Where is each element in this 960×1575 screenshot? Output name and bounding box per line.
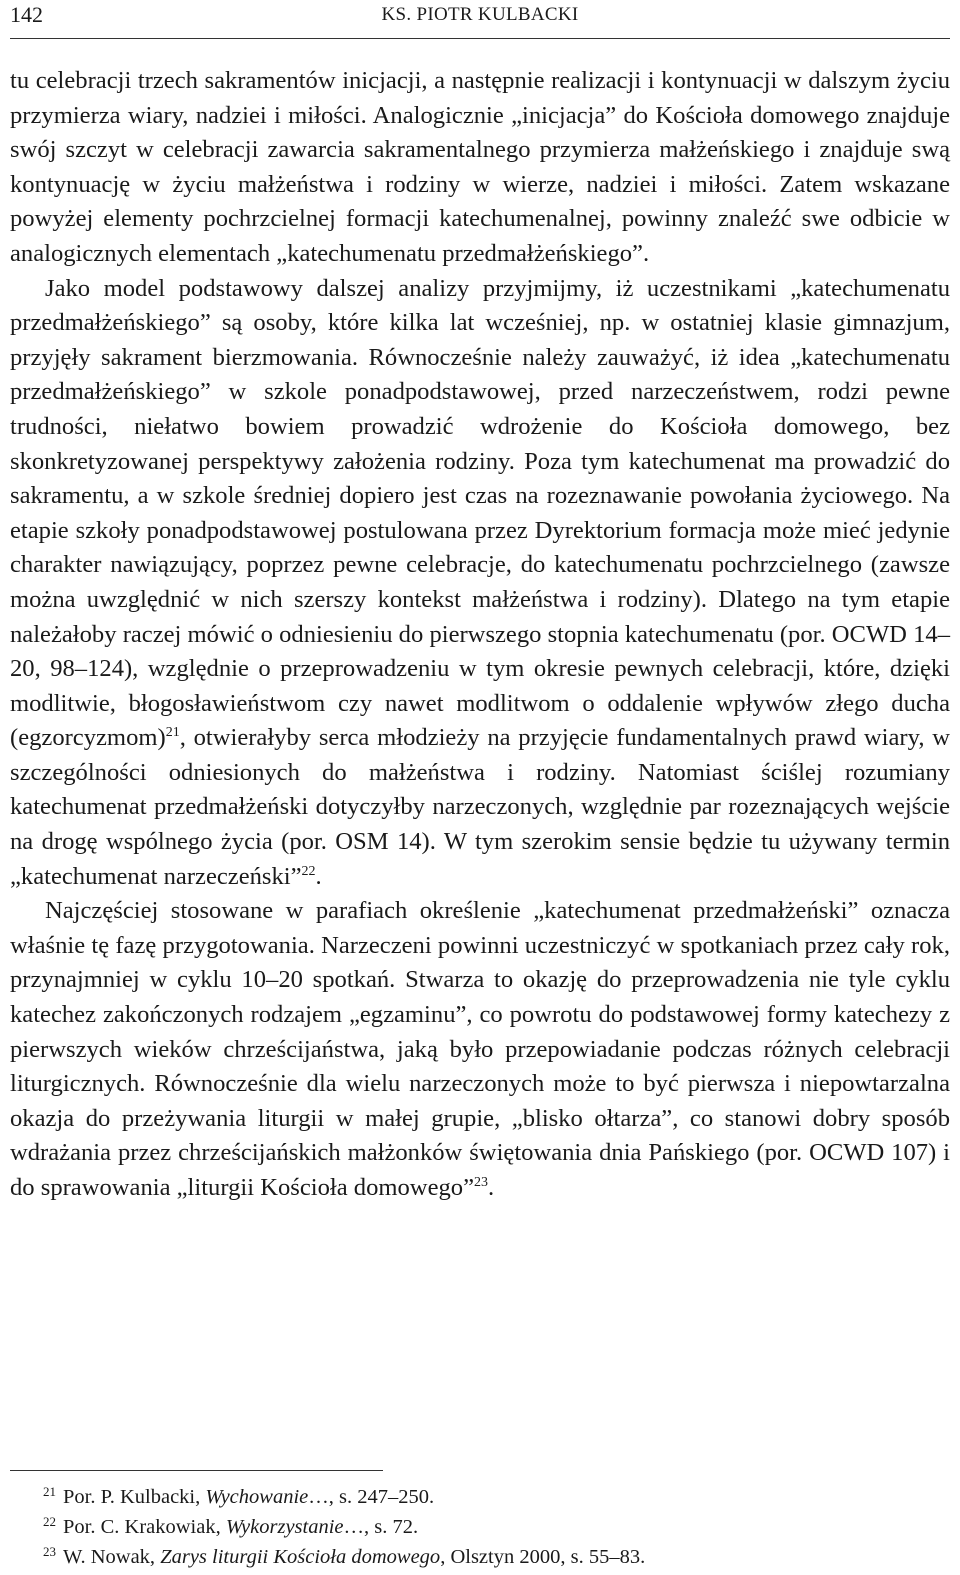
footnote-21 — [43, 1482, 946, 1512]
paragraph-2 — [10, 272, 950, 895]
paragraph-text: Najczęściej stosowane w parafiach określenie „katechumenat przedmałżeński” oznacza właśnie tę fazę przygotowania. Narzeczeni powinni uczestniczyć w spotkaniach przez cały rok, przynajmniej w cyklu 10–20 spotkań. Stwarza to okazję do przeprowadzenia nie tyle cyklu katechez zakończonych rodzajem „egzaminu”, co powrotu do podstawowej formy katechezy z pierwszych wieków chrześcijaństwa, jaką było przepowiadanie podczas różnych celebracji liturgicznych. Równocześnie dla wielu narzeczonych może to być pierwsza i niepowtarzalna okazja do przeżywania liturgii w małej grupie, „blisko ołtarza”, co stanowi dobry sposób wdrażania przez chrześcijańskich małżonków świętowania dnia Pańskiego (por. OCWD 107) i do sprawowania „liturgii Kościoła domowego” — [10, 897, 950, 1201]
footnote-ref-22[interactable]: 22 — [301, 863, 316, 879]
footnote-22 — [43, 1512, 946, 1542]
footnote-author: W. Nowak, — [63, 1546, 161, 1568]
footnote-pages: …, s. 72. — [343, 1516, 419, 1538]
paragraph-1 — [10, 64, 950, 272]
footnote-pages: …, s. 247–250. — [308, 1486, 435, 1508]
footnote-text — [46, 1516, 418, 1538]
footnote-number: 22 — [43, 1514, 56, 1529]
footnote-number: 23 — [43, 1544, 56, 1559]
footnote-title: Zarys liturgii Kościoła domowego — [160, 1546, 441, 1568]
paragraph-text: . — [488, 1174, 495, 1201]
footnote-text — [46, 1546, 645, 1568]
paragraph-text: . — [315, 862, 322, 890]
footnote-title: Wychowanie — [205, 1486, 309, 1508]
footnote-ref-23[interactable]: 23 — [474, 1175, 488, 1190]
footnote-text — [46, 1486, 434, 1508]
footnotes — [43, 1482, 946, 1572]
footnote-23 — [43, 1542, 946, 1572]
footnote-number: 21 — [43, 1484, 56, 1499]
paragraph-text: , otwierałyby serca młodzieży na przyjęcie fundamentalnych prawd wiary, w szczególności odniesionych do małżeństwa i rodziny. Natomiast ściślej rozumiany katechumenat przedmałżeński dotyczyłby narzeczonych, względnie par rozeznających wejście na drogę wspólnego życia (por. OSM 14). W tym szerokim sensie będzie tu używany termin „katechumenat narzeczeński” — [10, 724, 950, 890]
page-header — [10, 0, 950, 39]
paragraph-3 — [10, 894, 950, 1205]
footnote-author: Por. P. Kulbacki, — [63, 1486, 206, 1508]
footnote-author: Por. C. Krakowiak, — [63, 1516, 226, 1538]
footnote-pages: , Olsztyn 2000, s. 55–83. — [440, 1546, 646, 1568]
paragraph-text: Jako model podstawowy dalszej analizy przyjmijmy, iż uczestnikami „katechumenatu przedmałżeńskiego” są osoby, które kilka lat wcześniej, np. w ostatniej klasie gimnazjum, przyjęły sakrament bierzmowania. Równocześnie należy zauważyć, iż idea „katechumenatu przedmałżeńskiego” w szkole ponadpodstawowej, przed narzeczeństwem, rodzi pewne trudności, niełatwo bowiem prowadzić wdrożenie do Kościoła domowego, bez skonkretyzowanej perspektywy założenia rodziny. Poza tym katechumenat ma prowadzić do sakramentu, a w szkole średniej dopiero jest czas na rozeznawanie powołania życiowego. Na etapie szkoły ponadpodstawowej postulowana przez Dyrektorium formacja może mieć jedynie charakter nawiązujący, poprzez pewne celebracje, do katechumenatu pochrzcielnego (zawsze można uwzględnić w nich szerszy kontekst małżeństwa i rodziny). Dlatego na tym etapie należałoby raczej mówić o odniesieniu do pierwszego stopnia katechumenatu (por. OCWD 14–20, 98–124), względnie o przeprowadzeniu w tym okresie pewnych celebracji, które, dzięki modlitwie, błogosławieństwom czy nawet modlitwom o oddalenie wpływów złego ducha (egzorcyzmom) — [10, 274, 950, 752]
footnote-divider — [10, 1470, 383, 1471]
paragraph-text: tu celebracji trzech sakramentów inicjacji, a następnie realizacji i kontynuacji w dalszym życiu przymierza wiary, nadziei i miłości. Analogicznie „inicjacja” do Kościoła domowego znajduje swój szczyt w celebracji zawarcia sakramentalnego przymierza małżeńskiego i znajduje swą kontynuację w życiu małżeństwa i rodziny w wierze, nadziei i miłości. Zatem wskazane powyżej elementy pochrzcielnej formacji katechumenalnej, powinny znaleźć swe odbicie w analogicznych elementach „katechumenatu przedmałżeńskiego”. — [10, 67, 950, 267]
footnote-ref-21[interactable]: 21 — [165, 725, 180, 741]
running-head: KS. PIOTR KULBACKI — [381, 4, 579, 25]
footnote-title: Wykorzystanie — [225, 1516, 344, 1538]
main-text — [10, 64, 950, 1206]
page-number: 142 — [10, 2, 43, 27]
